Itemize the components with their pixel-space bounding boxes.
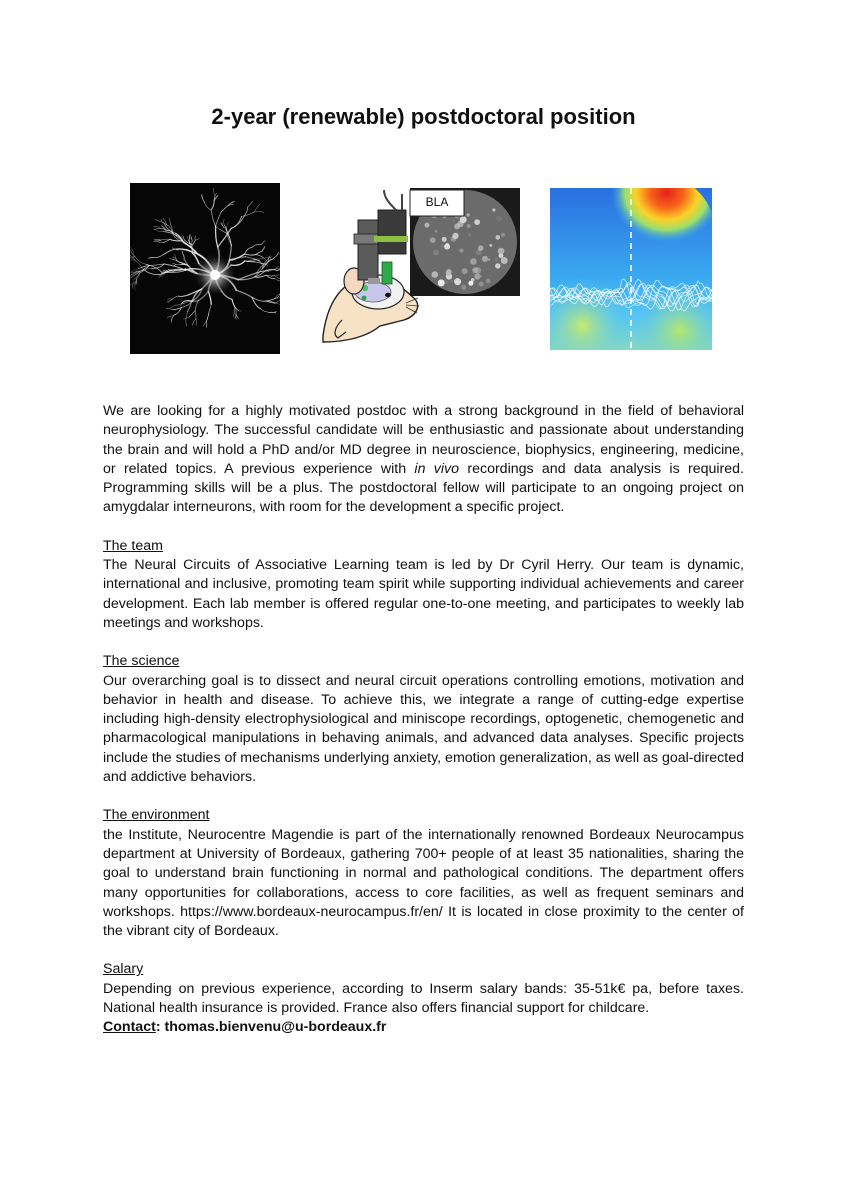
section-heading-science: The science xyxy=(103,653,180,670)
section-salary xyxy=(103,960,744,1018)
contact-email[interactable]: thomas.bienvenu@u-bordeaux.fr xyxy=(160,1019,387,1036)
section-heading-team: The team xyxy=(103,537,163,554)
section-team xyxy=(103,537,744,633)
section-text-science: Our overarching goal is to dissect and neural circuit operations controlling emotions, motivation and behavior in health and disease. To achieve this, we integrate a range of cutting-edge expertise including high-density electrophysiological and miniscope recordings, optogenetic, chemogenetic and pharmacological manipulations in behaving animals, and advanced data analyses. Specific projects include the studies of mechanisms underlying anxiety, emotion generalization, as well as goal-directed and addictive behaviors. xyxy=(103,672,744,786)
in-vivo-italic: in vivo xyxy=(414,460,460,477)
intro-paragraph: We are looking for a highly motivated postdoc with a strong background in the field of behavioral neurophysiology. The successful candidate will be enthusiastic and passionate about understanding the brain and will hold a PhD and/or MD degree in neuroscience, biophysics, engineering, medicine, or related topics. A previous experience with in vivo recordings and data analysis is required. Programming skills will be a plus. The postdoctoral fellow will participate to an ongoing project on amygdalar interneurons, with room for the development a specific project. xyxy=(103,403,744,516)
bla-inset-label: BLA xyxy=(425,195,449,209)
contact-line: Contact: thomas.bienvenu@u-bordeaux.fr xyxy=(103,1019,387,1036)
section-text-team: The Neural Circuits of Associative Learning team is led by Dr Cyril Herry. Our team is dynamic, international and inclusive, promoting team spirit while supporting individual achievements and career development. Each lab member is offered regular one-to-one meeting, and participates to weekly lab meetings and workshops. xyxy=(103,557,744,631)
job-description xyxy=(103,402,744,1038)
section-science xyxy=(103,652,744,787)
contact-label: Contact xyxy=(103,1019,156,1036)
spectrogram-heatmap xyxy=(550,188,712,350)
neuron-micrograph xyxy=(130,183,280,354)
spectrogram-heatmap-svg xyxy=(550,188,712,350)
neuron-micrograph-svg xyxy=(130,183,280,354)
page-title: 2-year (renewable) postdoctoral position xyxy=(211,104,636,129)
mouse-with-miniscope-icon xyxy=(318,186,523,344)
section-environment xyxy=(103,806,744,941)
section-heading-salary: Salary xyxy=(103,961,144,978)
section-text-salary: Depending on previous experience, according to Inserm salary bands: 35-51k€ pa, before taxes. National health insurance is provided. France also offers financial support for childcare. xyxy=(103,980,744,1017)
mouse-implant-figure xyxy=(318,186,523,344)
section-heading-environment: The environment xyxy=(103,807,210,824)
section-text-environment: the Institute, Neurocentre Magendie is part of the internationally renowned Bordeaux Neurocampus department at University of Bordeaux, gathering 700+ people of at least 35 nationalities, sharing the goal to understand brain functioning in normal and pathological conditions. The department offers many opportunities for collaborations, access to core facilities, as well as frequent seminars and workshops. https://www.bordeaux-neurocampus.fr/en/ It is located in close proximity to the center of the vibrant city of Bordeaux. xyxy=(103,826,744,940)
